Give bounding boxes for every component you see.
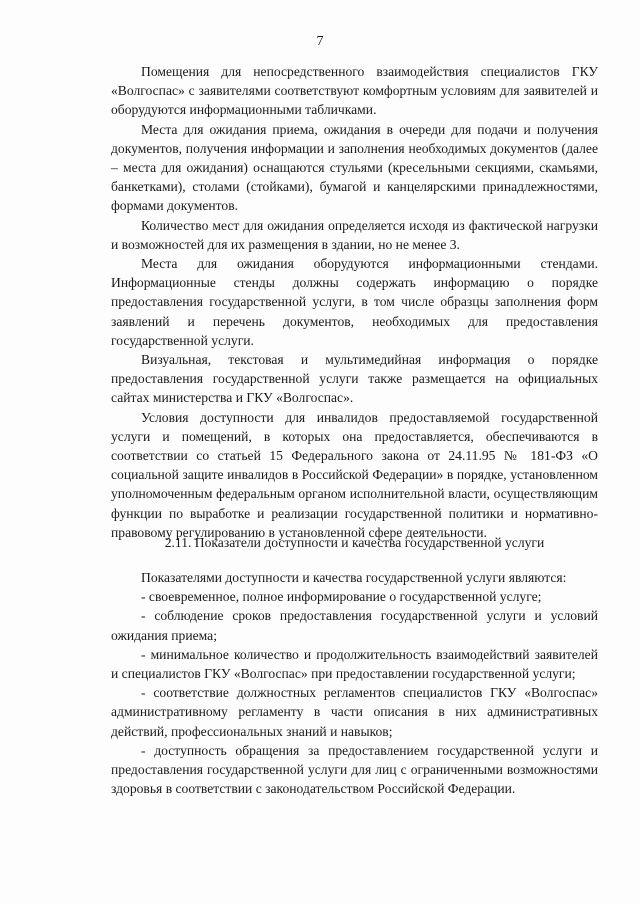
indicator-item: - своевременное, полное информирование о государственной услуге; xyxy=(141,589,542,605)
indicators-text xyxy=(111,568,598,798)
paragraph-waiting-places: Места для ожидания приема, ожидания в очереди для подачи и получения документов, получения информации и заполнения необходимых документов (далее – места для ожидания) оснащаются стульями (кресельными секциями, скамьями, банкетками), столами (стойками), бумагой и канцелярскими принадлежностями, формами документов. xyxy=(111,121,598,214)
indicator-item: - соответствие должностных регламентов специалистов ГКУ «Волгоспас» административному регламенту в части описания в них административных действий, профессиональных знаний и навыков; xyxy=(111,685,598,739)
paragraph-number-of-places: Количество мест для ожидания определяется исходя из фактической нагрузки и возможностей для их размещения в здании, но не менее 3. xyxy=(111,217,598,252)
indicator-item: - соблюдение сроков предоставления государственной услуги и условий ожидания приема; xyxy=(111,608,598,643)
indicator-item: - минимальное количество и продолжительность взаимодействий заявителей и специалистов ГКУ «Волгоспас» при предоставлении государственной услуги; xyxy=(111,646,598,682)
indicators-intro: Показателями доступности и качества государственной услуги являются: xyxy=(141,570,567,585)
paragraph-information-stands: Места для ожидания оборудуются информационными стендами. Информационные стенды должны содержать информацию о порядке предоставления государственной услуги, в том числе образцы заполнения форм заявлений и перечень документов, необходимых для предоставления государственной услуги. xyxy=(111,256,598,348)
paragraph-accessibility-conditions: Условия доступности для инвалидов предоставляемой государственной услуги и помещений, в которых она предоставляется, обеспечиваются в соответствии со статьей 15 Федерального закона от 24.11.95 № 181-ФЗ «О социальной защите инвалидов в Российской Федерации» в порядке, установленном уполномоченным федеральным органом исполнительной власти, осуществляющим функции по выработке и реализации государственной политики и нормативно-правовому регулированию в установленной сфере деятельности. xyxy=(111,409,598,540)
section-heading: 2.11. Показатели доступности и качества государственной услуги xyxy=(164,535,545,550)
page-number: 7 xyxy=(316,34,324,49)
paragraph-premises: Помещения для непосредственного взаимодействия специалистов ГКУ «Волгоспас» с заявителями соответствуют комфортным условиям для заявителей и оборудуются информационными табличками. xyxy=(111,64,598,118)
indicator-item: - доступность обращения за предоставлением государственной услуги и предоставления государственной услуги для лиц с ограниченными возможностями здоровья в соответствии с законодательством Российской Федерации. xyxy=(111,742,598,797)
paragraph-multimedia-information: Визуальная, текстовая и мультимедийная информация о порядке предоставления государственной услуги также размещается на официальных сайтах министерства и ГКУ «Волгоспас». xyxy=(111,352,598,406)
premises-requirements-text xyxy=(111,62,598,542)
